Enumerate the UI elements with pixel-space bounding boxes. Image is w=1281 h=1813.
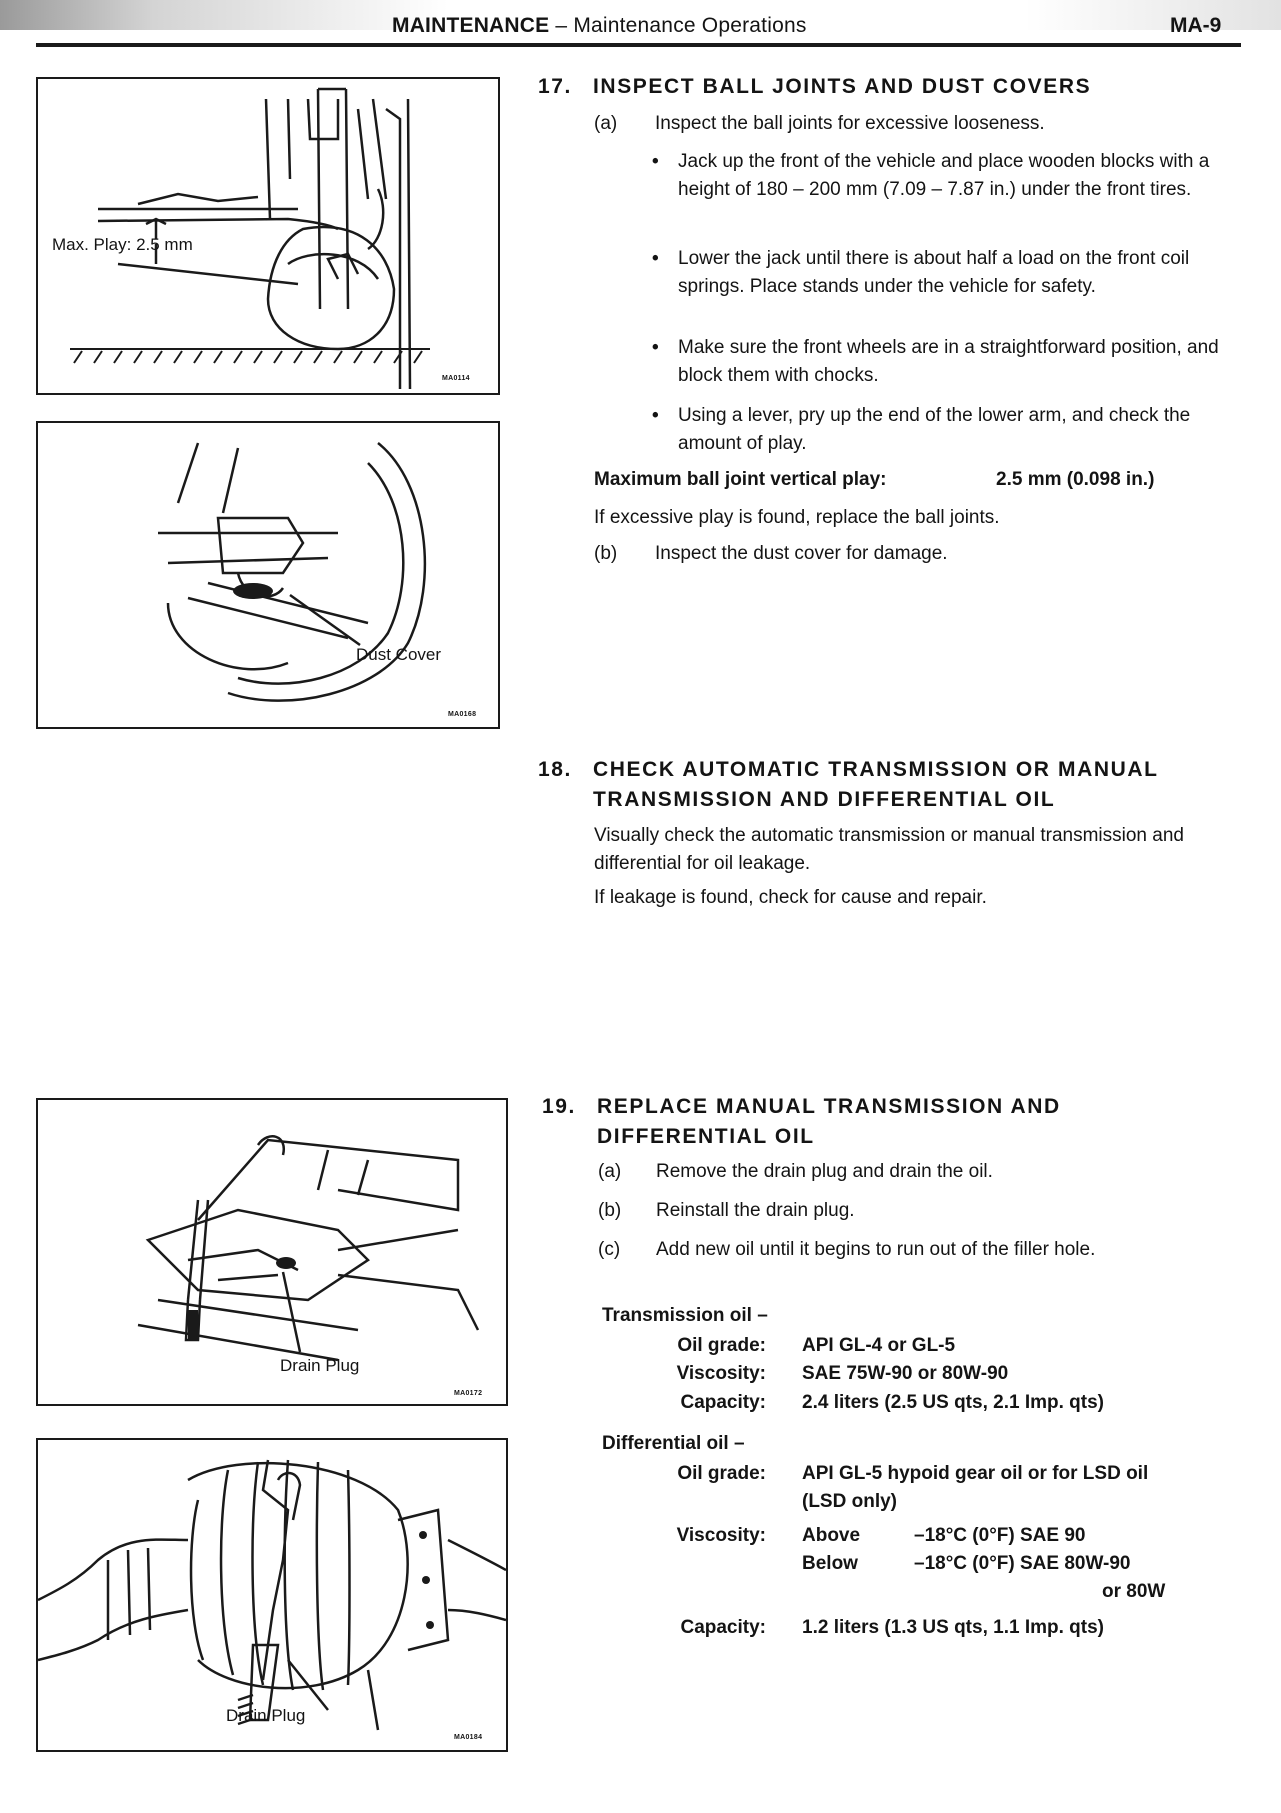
spec-label: Capacity:: [680, 1392, 766, 1413]
spec-label: Viscosity:: [676, 1363, 766, 1384]
bullet-dot: •: [652, 151, 659, 172]
section-18-heading: 18. CHECK AUTOMATIC TRANSMISSION OR MANUAL TRANSMISSION AND DIFFERENTIAL OIL: [538, 758, 1159, 811]
bullet-item: • Lower the jack until there is about half a load on the front coil springs. Place stands under the vehicle for safety.: [678, 245, 1248, 301]
figure-transmission-drain: [36, 1098, 508, 1406]
page-header-title: MAINTENANCE – Maintenance Operations: [392, 14, 807, 37]
ball-joint-spec: [594, 466, 1254, 494]
figure-code: MA0184: [454, 1734, 483, 1741]
spec-value: 1.2 liters (1.3 US qts, 1.1 Imp. qts): [802, 1617, 1104, 1638]
spec-label: Maximum ball joint vertical play:: [594, 469, 887, 490]
page-number: MA-9: [1170, 14, 1222, 37]
spec-value: 2.5 mm (0.098 in.): [996, 469, 1155, 490]
spec-value: API GL-5 hypoid gear oil or for LSD oil: [802, 1463, 1149, 1484]
step-19c-text: Add new oil until it begins to run out of the filler hole.: [656, 1239, 1096, 1260]
drain-plug-label: Drain Plug: [280, 1356, 360, 1375]
step-19c-marker: (c): [598, 1239, 621, 1260]
bullet-item: • Using a lever, pry up the end of the lower arm, and check the amount of play.: [678, 402, 1248, 458]
viscosity-above-word: Above: [802, 1525, 861, 1546]
section-18-text: Visually check the automatic transmission or manual transmission and differential for oil leakage.: [594, 825, 1184, 874]
figure-code: MA0172: [454, 1390, 483, 1397]
transmission-drain-illustration: [38, 1100, 506, 1404]
viscosity-above-value: –18°C (0°F) SAE 90: [914, 1525, 1086, 1546]
step-19a-text: Remove the drain plug and drain the oil.: [656, 1161, 993, 1182]
bullet-item: • Jack up the front of the vehicle and place wooden blocks with a height of 180 – 200 mm (7.09 – 7.87 in.) under the front tires.: [678, 148, 1248, 204]
bullet-item: • Make sure the front wheels are in a straightforward position, and block them with chocks.: [678, 334, 1248, 390]
step-17-note: If excessive play is found, replace the ball joints.: [594, 507, 1000, 528]
bullet-dot: •: [652, 337, 659, 358]
step-17b-marker: (b): [594, 543, 618, 564]
step-19a-marker: (a): [598, 1161, 622, 1182]
transmission-oil-heading: Transmission oil –: [602, 1305, 768, 1326]
section-19-heading: 19. REPLACE MANUAL TRANSMISSION AND DIFFERENTIAL OIL: [542, 1095, 1061, 1148]
viscosity-below-alt: or 80W: [1102, 1581, 1166, 1602]
spec-value: 2.4 liters (2.5 US qts, 2.1 Imp. qts): [802, 1392, 1104, 1413]
section-18-note: If leakage is found, check for cause and repair.: [594, 887, 987, 908]
spec-label: Viscosity:: [676, 1525, 766, 1546]
spec-value: (LSD only): [802, 1491, 897, 1512]
section-17-heading: 17. INSPECT BALL JOINTS AND DUST COVERS: [538, 75, 1092, 98]
figure-differential-drain: [36, 1438, 508, 1752]
step-17a-marker: (a): [594, 113, 618, 134]
differential-drain-illustration: [38, 1440, 506, 1750]
viscosity-below-word: Below: [802, 1553, 858, 1574]
step-17b-text: Inspect the dust cover for damage.: [655, 543, 948, 564]
spec-value: API GL-4 or GL-5: [802, 1335, 956, 1356]
max-play-label: Max. Play: 2.5 mm: [52, 235, 193, 254]
step-19b-marker: (b): [598, 1200, 622, 1221]
step-17a-text: Inspect the ball joints for excessive looseness.: [655, 113, 1045, 134]
figure-code: MA0114: [442, 375, 470, 382]
differential-oil-heading: Differential oil –: [602, 1433, 745, 1454]
figure-dust-cover: [36, 421, 500, 729]
spec-label: Oil grade:: [677, 1335, 766, 1356]
dust-cover-illustration: [38, 423, 498, 727]
figure-code: MA0168: [448, 711, 477, 718]
bullet-dot: •: [652, 405, 659, 426]
drain-plug-label: Drain Plug: [226, 1706, 306, 1725]
figure-ball-joint: [36, 77, 500, 395]
spec-label: Oil grade:: [677, 1463, 766, 1484]
viscosity-below-value: –18°C (0°F) SAE 80W-90: [914, 1553, 1131, 1574]
dust-cover-label: Dust Cover: [356, 645, 442, 664]
step-19b-text: Reinstall the drain plug.: [656, 1200, 855, 1221]
bullet-dot: •: [652, 248, 659, 269]
header-rule: [36, 43, 1241, 47]
spec-value: SAE 75W-90 or 80W-90: [802, 1363, 1009, 1384]
spec-label: Capacity:: [680, 1617, 766, 1638]
